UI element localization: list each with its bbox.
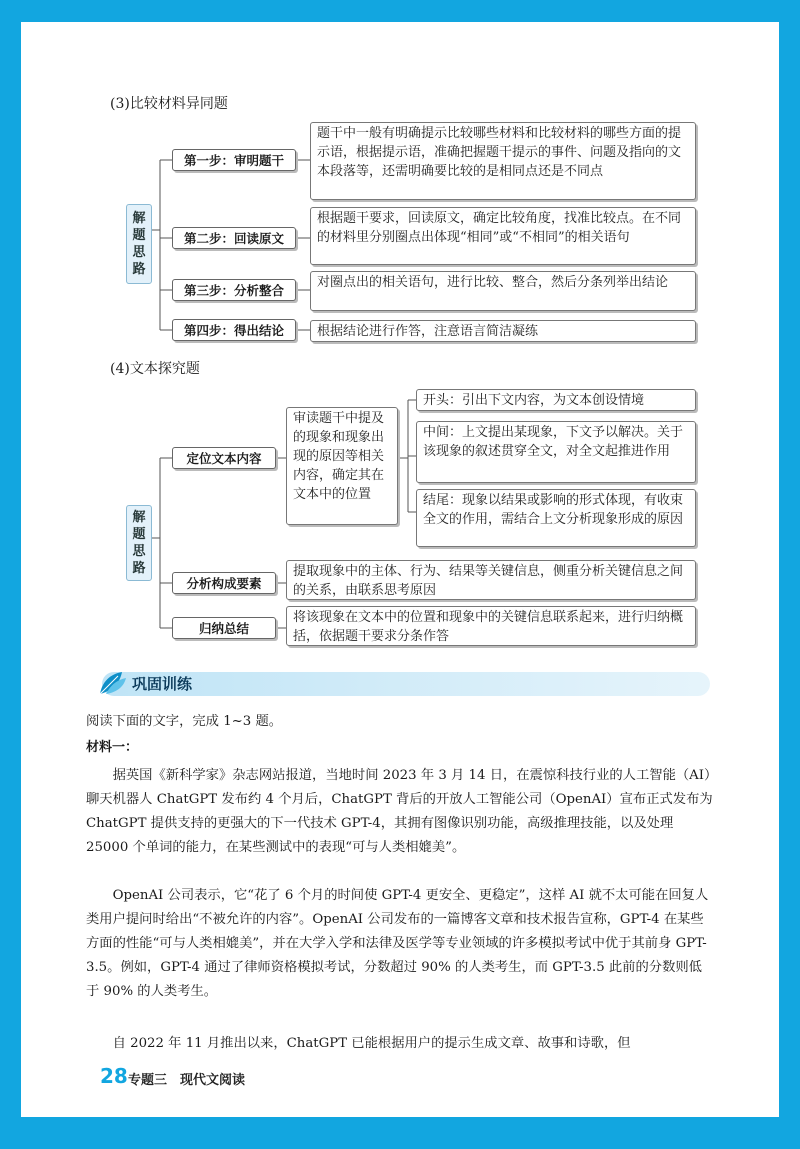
locate-sub-opening: 开头：引出下文内容，为文本创设情境 — [416, 389, 696, 411]
step-4-text: 根据结论进行作答，注意语言简洁凝练 — [310, 320, 696, 342]
section-4-title: (4)文本探究题 — [110, 361, 200, 377]
step-3-label: 第三步：分析整合 — [172, 279, 296, 301]
footer-chapter: 专题三 现代文阅读 — [128, 1073, 246, 1088]
step-1-label: 第一步：审明题干 — [172, 149, 296, 171]
step-2-text: 根据题干要求，回读原文，确定比较角度，找准比较点。在不同的材料里分别圈点出体现“相同”或“不相同”的相关语句 — [310, 207, 696, 265]
section-4-side-label: 解题思路 — [126, 505, 152, 581]
paragraph-3: 自 2022 年 11 月推出以来，ChatGPT 已能根据用户的提示生成文章、故事和诗歌，但 — [112, 1036, 631, 1051]
leaf-icon — [96, 668, 130, 698]
section-3-title: (3)比较材料异同题 — [110, 96, 228, 112]
step-3-text: 对圈点出的相关语句，进行比较、整合，然后分条列举出结论 — [310, 271, 696, 311]
paragraph-2: OpenAI 公司表示，它“花了 6 个月的时间使 GPT-4 更安全、更稳定”，这样 AI 就不太可能在回复人类用户提问时给出“不被允许的内容”。OpenAI 公司发布的一篇博客文章和技术报告宣称，GPT-4 在某些方面的性能“可与人类相媲美”，并在大学入学和法律及医学等专业领域的许多模拟考试中优于其前身 GPT-3.5。例如，GPT-4 通过了律师资格模拟考试，分数超过 90% 的人类考生，而 GPT-3.5 此前的分数则低于 90% 的人类考生。 — [86, 888, 709, 999]
step-4-label: 第四步：得出结论 — [172, 319, 296, 341]
locate-label: 定位文本内容 — [172, 447, 276, 469]
analyze-label: 分析构成要素 — [172, 572, 276, 594]
practice-banner-title: 巩固训练 — [132, 675, 193, 693]
material-label: 材料一： — [86, 740, 139, 755]
summarize-text: 将该现象在文本中的位置和现象中的关键信息联系起来，进行归纳概括，依据题干要求分条作答 — [286, 606, 696, 646]
section-3-side-label: 解题思路 — [126, 204, 152, 284]
paragraph-1: 据英国《新科学家》杂志网站报道，当地时间 2023 年 3 月 14 日，在震惊科技行业的人工智能（AI）聊天机器人 ChatGPT 发布约 4 个月后，ChatGPT 背后的开放人工智能公司（OpenAI）宣布正式发布为 ChatGPT 提供支持的更强大的下一代技术 GPT-4，其拥有图像识别功能，高级推理技能，以及处理 25000 个单词的能力，在某些测试中的表现“可与人类相媲美”。 — [86, 768, 713, 855]
step-1-text: 题干中一般有明确提示比较哪些材料和比较材料的哪些方面的提示语，根据提示语，准确把握题干提示的事件、问题及指向的文本段落等，还需明确要比较的是相同点还是不同点 — [310, 122, 696, 200]
locate-sub-ending: 结尾：现象以结果或影响的形式体现，有收束全文的作用，需结合上文分析现象形成的原因 — [416, 489, 696, 547]
analyze-text: 提取现象中的主体、行为、结果等关键信息，侧重分析关键信息之间的关系，由联系思考原因 — [286, 560, 696, 600]
page-number: 28 — [100, 1064, 128, 1088]
locate-sub-middle: 中间：上文提出某现象，下文予以解决。关于该现象的叙述贯穿全文，对全文起推进作用 — [416, 421, 696, 483]
step-2-label: 第二步：回读原文 — [172, 227, 296, 249]
summarize-label: 归纳总结 — [172, 617, 276, 639]
practice-instruction: 阅读下面的文字，完成 1~3 题。 — [86, 714, 283, 729]
locate-text: 审读题干中提及的现象和现象出现的原因等相关内容，确定其在文本中的位置 — [286, 407, 398, 525]
practice-banner — [102, 672, 710, 696]
